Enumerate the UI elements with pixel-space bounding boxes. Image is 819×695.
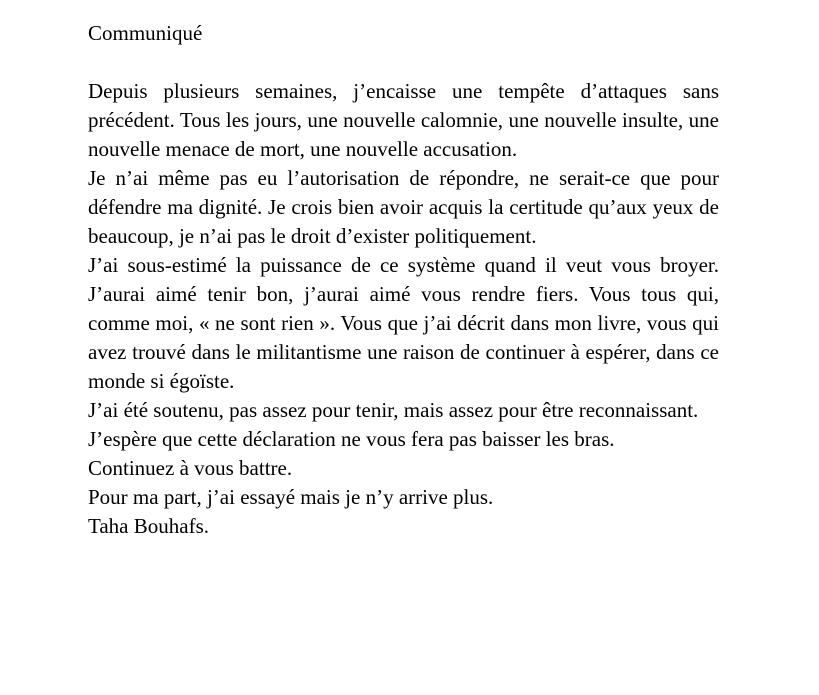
paragraph: Pour ma part, j’ai essayé mais je n’y arrive plus. (88, 485, 494, 509)
paragraph: Continuez à vous battre. (88, 456, 293, 480)
document-title: Communiqué (88, 21, 203, 45)
document-body (88, 77, 719, 541)
paragraph: J’ai sous-estimé la puissance de ce système quand il veut vous broyer. J’aurai aimé tenir bon, j’aurai aimé vous rendre fiers. Vous tous qui, comme moi, « ne sont rien ». Vous que j’ai décrit dans mon livre, vous qui avez trouvé dans le militantisme une raison de continuer à espérer, dans ce monde si égoïste. (88, 253, 719, 393)
signature: Taha Bouhafs. (88, 514, 209, 538)
paragraph: Je n’ai même pas eu l’autorisation de répondre, ne serait-ce que pour défendre ma dignité. Je crois bien avoir acquis la certitude qu’aux yeux de beaucoup, je n’ai pas le droit d’exister politiquement. (88, 166, 719, 248)
paragraph: Depuis plusieurs semaines, j’encaisse une tempête d’attaques sans précédent. Tous les jours, une nouvelle calomnie, une nouvelle insulte, une nouvelle menace de mort, une nouvelle accusation. (88, 79, 719, 161)
paragraph: J’ai été soutenu, pas assez pour tenir, mais assez pour être reconnaissant. (88, 398, 699, 422)
document-page (88, 19, 719, 541)
paragraph: J’espère que cette déclaration ne vous fera pas baisser les bras. (88, 427, 615, 451)
